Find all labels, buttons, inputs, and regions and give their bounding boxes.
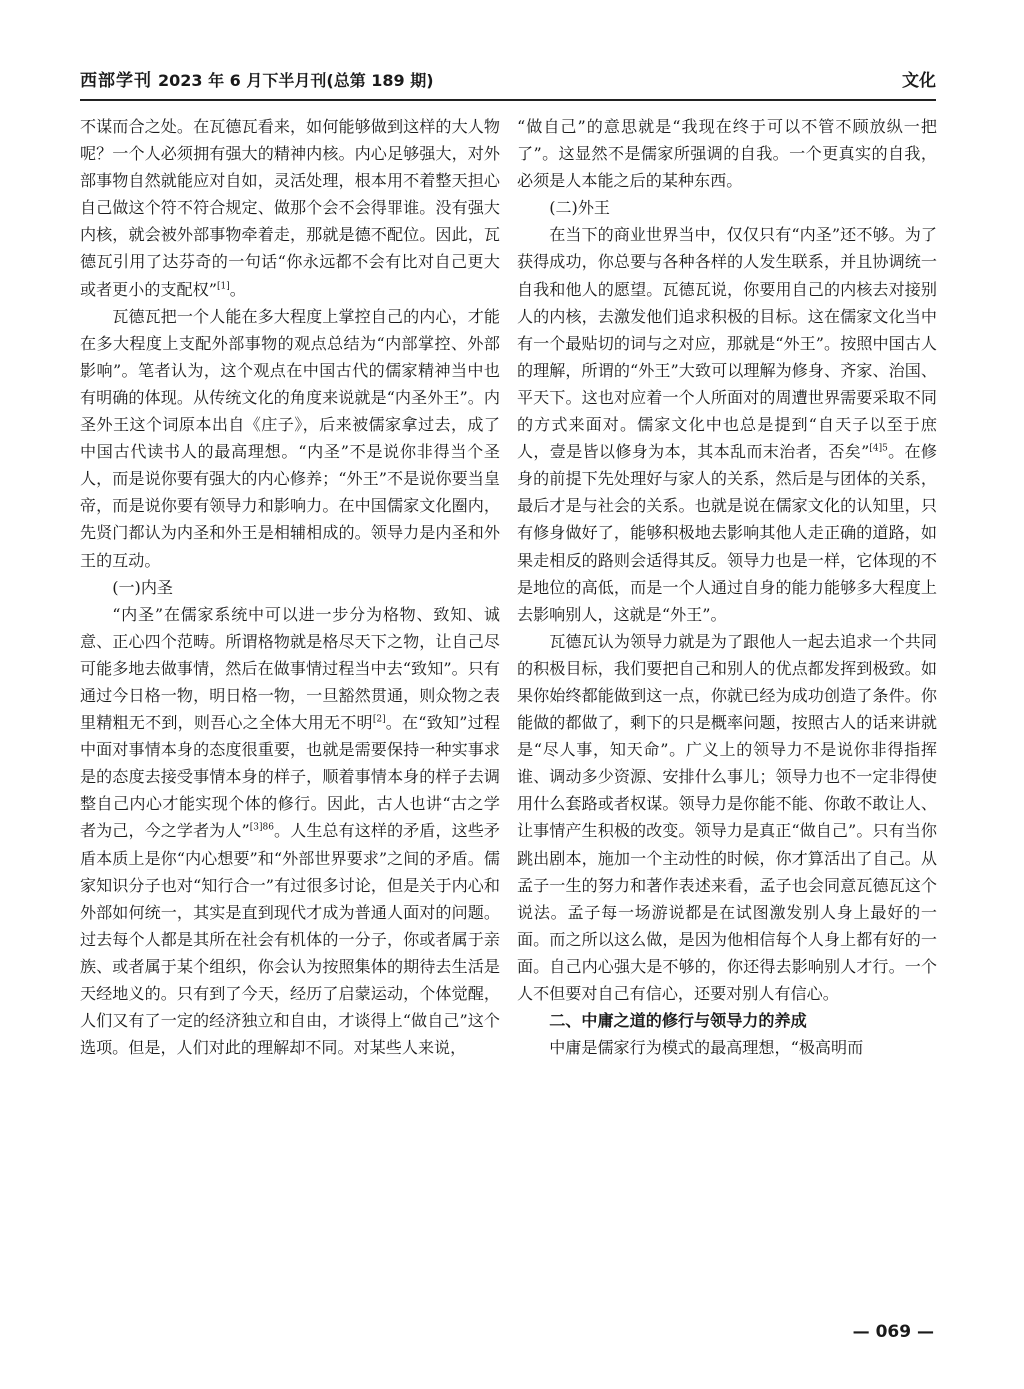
header-rule [80, 99, 936, 101]
section-heading: 二、中庸之道的修行与领导力的养成 [549, 1011, 807, 1031]
paragraph: 瓦德瓦把一个人能在多大程度上掌控自己的内心，才能在多大程度上支配外部事物的观点总结为“内部掌控、外部影响”。笔者认为，这个观点在中国古代的儒家精神当中也有明确的体现。从传统文化的角度来说就是“内圣外王”。内圣外王这个词原本出自《庄子》，后来被儒家拿过去，成了中国古代读书人的最高理想。“内圣”不是说你非得当个圣人，而是说你要有强大的内心修养；“外王”不是说你要当皇帝，而是说你要有领导力和影响力。在中国儒家文化圈内，先贤门都认为内圣和外王是相辅相成的。领导力是内圣和外王的互动。 [80, 306, 500, 570]
issue-info: 2023 年 6 月下半月刊(总第 189 期) [158, 71, 434, 90]
paragraph: 中庸是儒家行为模式的最高理想，“极高明而 [549, 1038, 864, 1058]
paragraph: 瓦德瓦认为领导力就是为了跟他人一起去追求一个共同的积极目标，我们要把自己和别人的优点都发挥到极致。如果你始终都能做到这一点，你就已经为成功创造了条件。你能做的都做了，剩下的只是概率问题，按照古人的话来讲就是“尽人事，知天命”。广义上的领导力不是说你非得指挥谁、调动多少资源、安排什么事儿；领导力也不一定非得使用什么套路或者权谋。领导力是你能不能、你敢不敢让人、让事情产生积极的改变。领导力是真正“做自己”。只有当你跳出剧本，施加一个主动性的时候，你才算活出了自己。从孟子一生的努力和著作表述来看，孟子也会同意瓦德瓦这个说法。孟子每一场游说都是在试图激发别人身上最好的一面。而之所以这么做，是因为他相信每个人身上都有好的一面。自己内心强大是不够的，你还得去影响别人才行。一个人不但要对自己有信心，还要对别人有信心。 [517, 631, 937, 1003]
subsection-heading: (二)外王 [549, 198, 611, 218]
page-number: — 069 — [852, 1322, 934, 1342]
journal-logo: 西部学刊 [80, 71, 152, 91]
paragraph: “内圣”在儒家系统中可以进一步分为格物、致知、诚意、正心四个范畴。所谓格物就是格尽天下之物，让自己尽可能多地去做事情，然后在做事情过程当中去“致知”。只有通过今日格一物，明日格一物，一旦豁然贯通，则众物之表里精粗无不到，则吾心之全体大用无不明[2]。在“致知”过程中面对事情本身的态度很重要，也就是需要保持一种实事求是的态度去接受事情本身的样子，顺着事情本身的样子去调整自己内心才能实现个体的修行。因此，古人也讲“古之学者为己，今之学者为人”$^{[3]86}$。人生总有这样的矛盾，这些矛盾本质上是你“内心想要”和“外部世界要求”之间的矛盾。儒家知识分子也对“知行合一”有过很多讨论，但是关于内心和外部如何统一，其实是直到现代才成为普通人面对的问题。过去每个人都是其所在社会有机体的一分子，你或者属于亲族、或者属于某个组织，你会认为按照集体的期待去生活是天经地义的。只有到了今天，经历了启蒙运动，个体觉醒，人们又有了一定的经济独立和自由，才谈得上“做自己”这个选项。但是，人们对此的理解却不同。对某些人来说， [80, 604, 500, 1058]
subsection-heading: (一)内圣 [112, 577, 174, 597]
citation: [3]86 [249, 823, 274, 834]
section-name: 文化 [902, 71, 936, 91]
paragraph: “做自己”的意思就是“我现在终于可以不管不顾放纵一把了”。这显然不是儒家所强调的自我。一个更真实的自我，必须是人本能之后的某种东西。 [517, 117, 937, 191]
right-column [517, 113, 937, 1061]
citation: [1] [216, 281, 230, 292]
citation: [2] [372, 714, 386, 725]
paragraph: 不谋而合之处。在瓦德瓦看来，如何能够做到这样的大人物呢？一个人必须拥有强大的精神内核。内心足够强大，对外部事物自然就能应对自如，灵活处理，根本用不着整天担心自己做这个符不符合规定、做那个会不会得罪谁。没有强大内核，就会被外部事物牵着走，那就是德不配位。因此，瓦德瓦引用了达芬奇的一句话“你永远都不会有比对自己更大或者更小的支配权”[1]。 [80, 117, 500, 299]
paragraph: 在当下的商业世界当中，仅仅只有“内圣”还不够。为了获得成功，你总要与各种各样的人发生联系，并且协调统一自我和他人的愿望。瓦德瓦说，你要用自己的内核去对接别人的内核，去激发他们追求积极的目标。这在儒家文化当中有一个最贴切的词与之对应，那就是“外王”。按照中国古人的理解，所谓的“外王”大致可以理解为修身、齐家、治国、平天下。这也对应着一个人所面对的周遭世界需要采取不同的方式来面对。儒家文化中也总是提到“自天子以至于庶人，壹是皆以修身为本，其本乱而末治者，否矣”$^{[4]5}$。在修身的前提下先处理好与家人的关系，然后是与团体的关系，最后才是与社会的关系。也就是说在儒家文化的认知里，只有修身做好了，能够积极地去影响其他人走正确的道路，如果走相反的路则会适得其反。领导力也是一样，它体现的不是地位的高低，而是一个人通过自身的能力能够多大程度上去影响别人，这就是“外王”。 [517, 225, 938, 624]
citation: [4]5 [869, 443, 888, 454]
running-header [80, 66, 936, 96]
left-column [80, 113, 500, 1061]
